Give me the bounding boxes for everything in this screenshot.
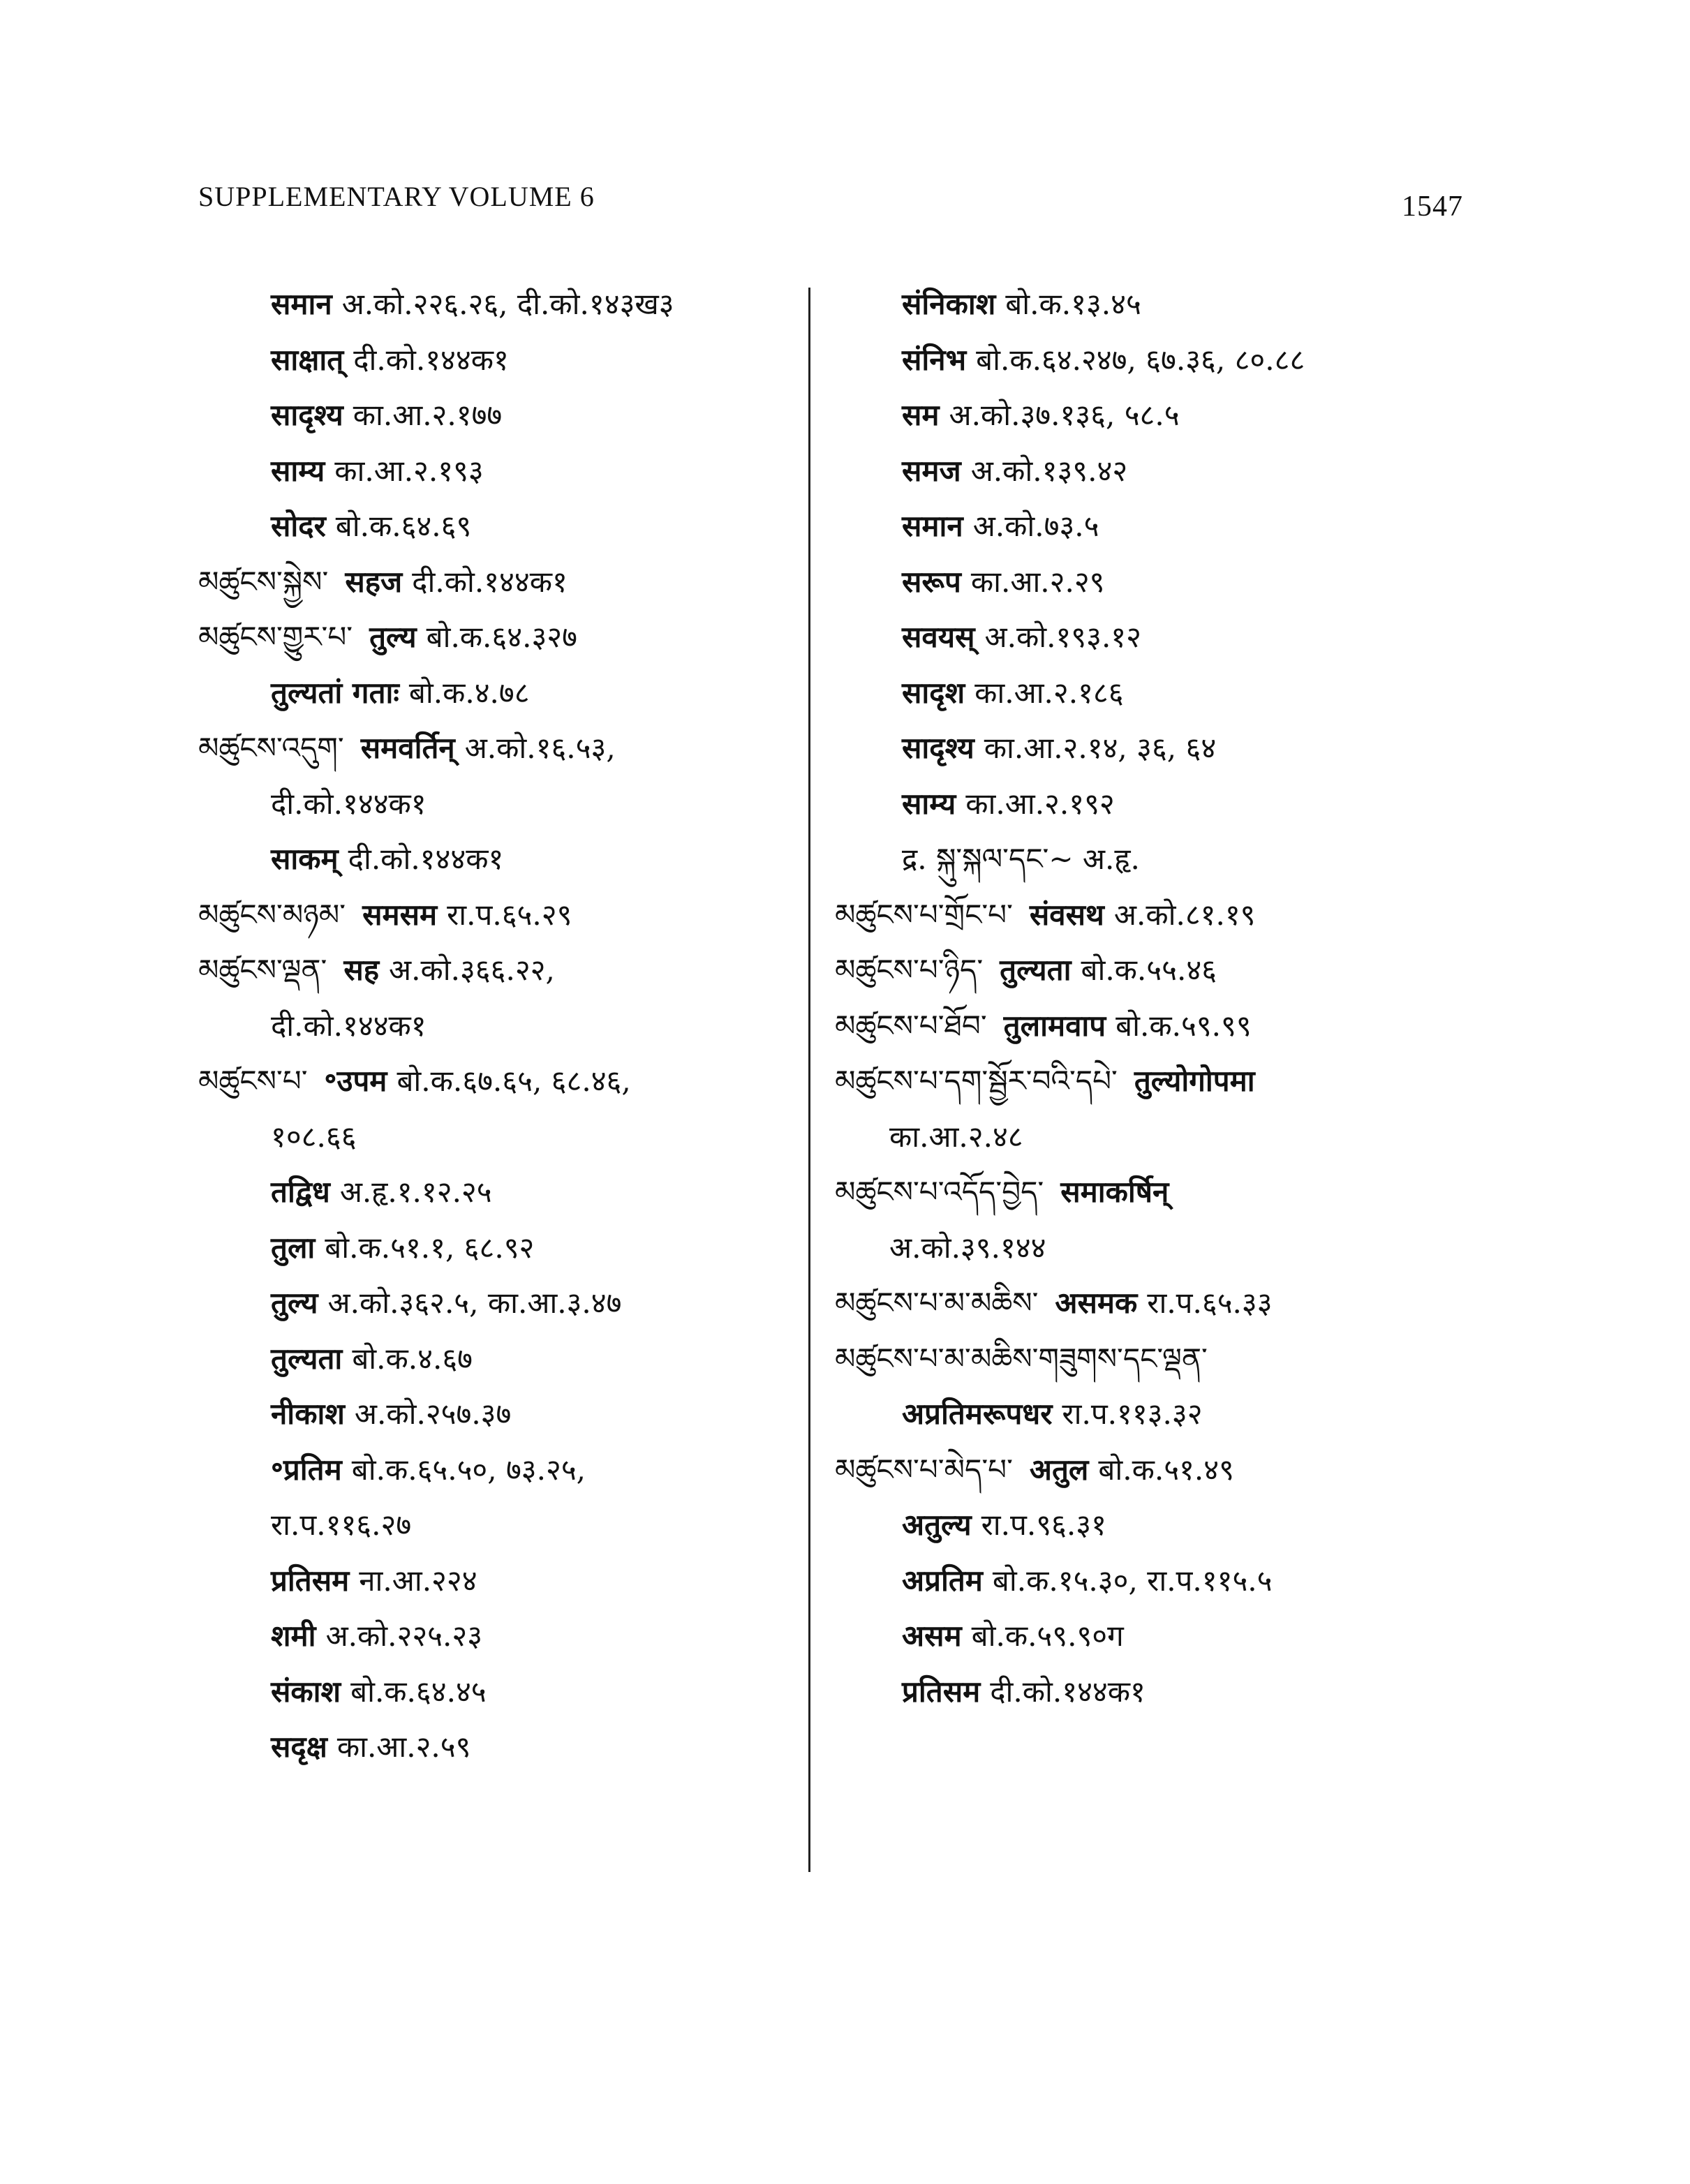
dictionary-entry [835, 998, 1435, 1054]
dictionary-entry [198, 1220, 813, 1276]
dictionary-entry [198, 1331, 813, 1387]
source-references: रा.प.६५.२९ [447, 897, 572, 932]
sanskrit-headword: तुलामवाप [1003, 1008, 1106, 1043]
sanskrit-headword: समसम [362, 897, 438, 932]
sanskrit-headword: अप्रतिम [902, 1563, 983, 1598]
dictionary-entry [198, 387, 813, 443]
source-references: अ.को.३६६.२२, [389, 953, 555, 987]
dictionary-entry [835, 1053, 1435, 1109]
source-references: १०८.६६ [271, 1119, 357, 1154]
dictionary-entry [198, 609, 813, 665]
sanskrit-headword: सह [343, 953, 380, 987]
source-references: अ.को.१६.५३, [464, 731, 616, 765]
sanskrit-headword: तुल्यता [271, 1341, 343, 1376]
sanskrit-headword: ॰प्रतिम [271, 1452, 342, 1487]
source-references: बो.क.६४.३२७ [426, 620, 577, 654]
source-references: दी.को.१४४क१ [990, 1674, 1146, 1709]
source-references: बो.क.५९.९९ [1115, 1008, 1252, 1043]
source-references: बो.क.५१.१, ६८.९२ [325, 1230, 535, 1265]
source-references: बो.क.१५.३०, रा.प.११५.५ [992, 1563, 1273, 1598]
sanskrit-headword: संकाश [271, 1674, 341, 1709]
dictionary-entry [835, 443, 1435, 499]
source-references: अ.को.२२६.२६, दी.को.१४३ख३ [341, 287, 674, 321]
dictionary-entry [198, 887, 813, 943]
sanskrit-headword: साक्षात् [271, 342, 344, 377]
sanskrit-headword: समान [271, 287, 332, 321]
dictionary-entry [835, 720, 1435, 776]
source-references: बो.क.६४.४५ [350, 1674, 487, 1709]
source-references: बो.क.६७.६५, ६८.४६, [396, 1064, 631, 1098]
sanskrit-headword: साम्य [902, 786, 956, 821]
source-references: बो.क.१३.४५ [1005, 287, 1141, 321]
source-references: का.आ.२.१९२ [965, 786, 1115, 821]
tibetan-term: མཚུངས་སྐྱེས་ [198, 564, 329, 599]
source-references: अ.को.३७.१३६, ५८.५ [949, 398, 1180, 432]
sanskrit-headword: सवयस् [902, 620, 975, 654]
dictionary-entry [835, 665, 1435, 721]
sanskrit-headword: नीकाश [271, 1397, 345, 1431]
dictionary-entry [198, 554, 813, 610]
sanskrit-headword: अप्रतिमरूपधर [902, 1397, 1053, 1431]
dictionary-entry [835, 609, 1435, 665]
sanskrit-headword: तुला [271, 1230, 316, 1265]
source-references: का.आ.२.४८ [889, 1119, 1023, 1154]
dictionary-entry [198, 1553, 813, 1609]
dictionary-entry [835, 498, 1435, 554]
source-references: का.आ.२.१४, ३६, ६४ [984, 731, 1217, 765]
dictionary-entry [835, 1331, 1435, 1387]
tibetan-term: མཚུངས་པ་དག་སྦྱོར་བའི་དཔེ་ [835, 1064, 1118, 1098]
tibetan-term: མཚུངས་པ་མེད་པ་ [835, 1452, 1013, 1487]
dictionary-entry [198, 998, 813, 1054]
sanskrit-headword: तद्विध [271, 1175, 330, 1209]
source-references: दी.को.१४४क१ [348, 842, 504, 876]
source-references: ना.आ.२२४ [359, 1563, 477, 1598]
dictionary-entry [198, 1497, 813, 1553]
sanskrit-headword: तुल्य [369, 620, 417, 654]
sanskrit-headword: सहज [345, 564, 403, 599]
source-references: दी.को.१४४क१ [271, 786, 427, 821]
source-references: अ.को.७३.५ [972, 509, 1099, 543]
tibetan-term: མཚུངས་པ་ [198, 1064, 308, 1098]
sanskrit-headword: सोदर [271, 509, 326, 543]
source-references: बो.क.४.६७ [352, 1341, 473, 1376]
source-references: का.आ.२.२९ [970, 564, 1105, 599]
tibetan-term: མཚུངས་པ་མ་མཆིས་གཟུགས་དང་ལྡན་ [835, 1341, 1208, 1376]
right-column [835, 276, 1435, 1719]
dictionary-entry [198, 1164, 813, 1220]
dictionary-entry [198, 1608, 813, 1664]
dictionary-entry [835, 1275, 1435, 1331]
sanskrit-headword: तुल्य [271, 1286, 318, 1320]
tibetan-term: མཚུངས་པ་གྲོང་པ་ [835, 897, 1013, 932]
source-references: अ.को.१९३.१२ [984, 620, 1141, 654]
dictionary-entry [835, 776, 1435, 832]
sanskrit-headword: सदृक्ष [271, 1730, 327, 1764]
dictionary-entry [198, 1719, 813, 1775]
dictionary-entry [198, 332, 813, 388]
tibetan-term: མཚུངས་མཉམ་ [198, 897, 346, 932]
dictionary-entry [835, 1497, 1435, 1553]
dictionary-entry [835, 1109, 1435, 1165]
sanskrit-headword: सादृश्य [902, 731, 974, 765]
dictionary-entry [835, 387, 1435, 443]
dictionary-entry [835, 1386, 1435, 1442]
sanskrit-headword: सादृश [902, 675, 965, 710]
source-references: दी.को.१४४क१ [353, 342, 509, 377]
dictionary-entry [835, 831, 1435, 887]
source-references: रा.प.११३.३२ [1062, 1397, 1203, 1431]
sanskrit-headword: अतुल्य [902, 1508, 972, 1542]
running-head-title: SUPPLEMENTARY VOLUME 6 [198, 181, 595, 212]
dictionary-entry [198, 831, 813, 887]
sanskrit-headword: सरूप [902, 564, 961, 599]
source-references: अ.को.२५७.३७ [354, 1397, 512, 1431]
dictionary-entry [835, 1664, 1435, 1720]
sanskrit-headword: समज [902, 453, 961, 488]
sanskrit-headword: साकम् [271, 842, 339, 876]
source-references: बो.क.४.७८ [408, 675, 530, 710]
tibetan-term: མཚུངས་པ་ཐོབ་ [835, 1008, 987, 1043]
dictionary-entry [198, 1275, 813, 1331]
dictionary-entry [198, 720, 813, 776]
source-references: का.आ.२.१८६ [974, 675, 1124, 710]
dictionary-entry [835, 276, 1435, 332]
dictionary-entry [198, 276, 813, 332]
dictionary-entry [835, 1164, 1435, 1220]
dictionary-entry [835, 332, 1435, 388]
dictionary-entry [835, 1553, 1435, 1609]
source-references: का.आ.२.१७७ [353, 398, 503, 432]
dictionary-entry [835, 1442, 1435, 1498]
dictionary-entry [198, 1109, 813, 1165]
dictionary-entry [198, 1053, 813, 1109]
sanskrit-headword: सम [902, 398, 940, 432]
sanskrit-headword: अतुल [1029, 1452, 1089, 1487]
sanskrit-headword: तुल्योगोपमा [1134, 1064, 1255, 1098]
dictionary-entry [198, 776, 813, 832]
dictionary-entry [835, 1220, 1435, 1276]
source-references: अ.को.८१.१९ [1113, 897, 1256, 932]
sanskrit-headword: तुल्यता [1000, 953, 1072, 987]
source-references: का.आ.२.१९३ [334, 453, 484, 488]
source-references: बो.क.५९.९०ग [971, 1619, 1124, 1653]
source-references: अ.को.३६२.५, का.आ.३.४७ [327, 1286, 622, 1320]
dictionary-entry [198, 665, 813, 721]
dictionary-entry [198, 1442, 813, 1498]
source-references: दी.को.१४४क१ [271, 1008, 427, 1043]
left-column [198, 276, 813, 1775]
dictionary-entry [198, 1386, 813, 1442]
source-references: अ.को.३९.१४४ [889, 1230, 1046, 1265]
source-references: द्र. སྐུ་སྐལ་དང་~ अ.हृ. [902, 842, 1140, 876]
page-number: 1547 [1402, 191, 1463, 223]
sanskrit-headword: शमी [271, 1619, 316, 1653]
dictionary-entry [198, 498, 813, 554]
source-references: रा.प.११६.२७ [271, 1508, 412, 1542]
sanskrit-headword: तुल्यतां गताः [271, 675, 399, 710]
sanskrit-headword: सादृश्य [271, 398, 343, 432]
sanskrit-headword: समाकर्षिन् [1060, 1175, 1169, 1209]
dictionary-entry [835, 887, 1435, 943]
source-references: बो.क.६४.६९ [335, 509, 472, 543]
sanskrit-headword: संनिकाश [902, 287, 996, 321]
sanskrit-headword: असम [902, 1619, 962, 1653]
sanskrit-headword: संनिभ [902, 342, 967, 377]
source-references: दी.को.१४४क१ [412, 564, 568, 599]
tibetan-term: མཚུངས་པ་ཉིད་ [835, 953, 984, 987]
dictionary-entry [835, 554, 1435, 610]
tibetan-term: མཚུངས་འདུག་ [198, 731, 344, 765]
source-references: अ.को.२२५.२३ [325, 1619, 483, 1653]
column-divider [808, 288, 810, 1872]
source-references: बो.क.६४.२४७, ६७.३६, ८०.८८ [976, 342, 1305, 377]
page-header [198, 180, 1463, 222]
source-references: का.आ.२.५९ [336, 1730, 471, 1764]
dictionary-entry [835, 1608, 1435, 1664]
source-references: रा.प.६५.३३ [1147, 1286, 1273, 1320]
dictionary-entry [198, 443, 813, 499]
dictionary-entry [198, 1664, 813, 1720]
source-references: अ.को.१३९.४२ [970, 453, 1128, 488]
sanskrit-headword: संवसथ [1029, 897, 1104, 932]
tibetan-term: མཚུངས་པ་མ་མཆིས་ [835, 1286, 1039, 1320]
tibetan-term: མཚུངས་གྱུར་པ་ [198, 620, 353, 654]
source-references: रा.प.९६.३१ [981, 1508, 1106, 1542]
tibetan-term: མཚུངས་ལྡན་ [198, 953, 327, 987]
sanskrit-headword: असमक [1055, 1286, 1138, 1320]
sanskrit-headword: प्रतिसम [902, 1674, 981, 1709]
sanskrit-headword: ॰उपम [324, 1064, 387, 1098]
tibetan-term: མཚུངས་པ་འདོད་བྱེད་ [835, 1175, 1044, 1209]
source-references: बो.क.५१.४९ [1098, 1452, 1234, 1487]
sanskrit-headword: साम्य [271, 453, 325, 488]
source-references: अ.हृ.१.१२.२५ [339, 1175, 492, 1209]
sanskrit-headword: समवर्तिन् [360, 731, 455, 765]
dictionary-entry [835, 942, 1435, 998]
source-references: बो.क.५५.४६ [1081, 953, 1217, 987]
sanskrit-headword: प्रतिसम [271, 1563, 350, 1598]
sanskrit-headword: समान [902, 509, 963, 543]
source-references: बो.क.६५.५०, ७३.२५, [351, 1452, 586, 1487]
dictionary-entry [198, 942, 813, 998]
